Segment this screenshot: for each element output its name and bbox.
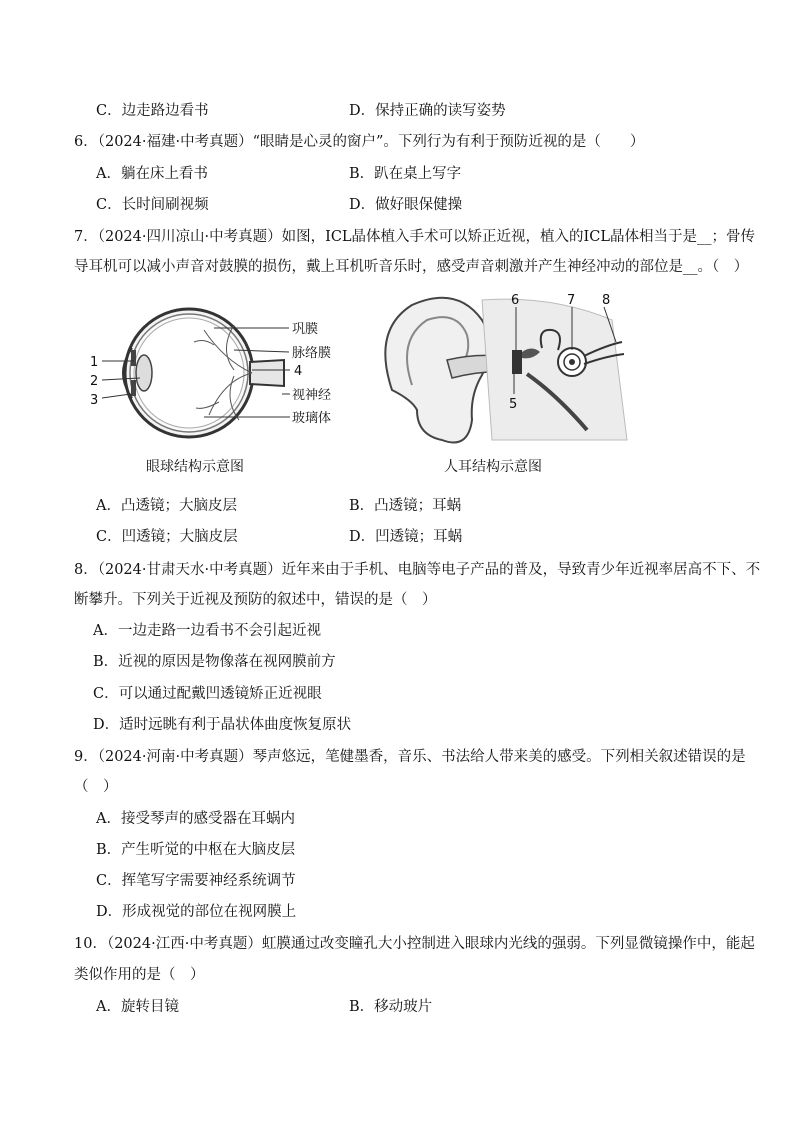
q7-figure — [84, 290, 644, 480]
q9-option-d[interactable]: D．形成视觉的部位在视网膜上 — [96, 904, 297, 920]
q7-stem-line2: 导耳机可以减小声音对鼓膜的损伤，戴上耳机听音乐时，感受声音刺激并产生神经冲动的部位是__。（ ） — [74, 259, 749, 275]
eye-label-choroid: 脉络膜 — [292, 346, 332, 361]
eyeball-diagram — [84, 290, 364, 460]
q8-stem-line2: 断攀升。下列关于近视及预防的叙述中，错误的是（ ） — [74, 592, 437, 608]
q9-option-a[interactable]: A．接受琴声的感受器在耳蜗内 — [96, 811, 295, 827]
q9-stem-line2: （ ） — [74, 779, 118, 795]
q10-option-b[interactable]: B．移动玻片 — [349, 999, 433, 1015]
q8-stem-line1: 8．（2024·甘肃天水·中考真题）近年来由于手机、电脑等电子产品的普及，导致青少年近视率居高不下、不 — [74, 562, 761, 578]
q8-option-d[interactable]: D．适时远眺有利于晶状体曲度恢复原状 — [93, 717, 352, 733]
ear-label-6: 6 — [511, 293, 520, 308]
q10-option-a[interactable]: A．旋转目镜 — [96, 999, 179, 1015]
q10-stem-line1: 10．（2024·江西·中考真题）虹膜通过改变瞳孔大小控制进入眼球内光线的强弱。下列显微镜操作中，能起 — [74, 936, 755, 952]
q7-option-c[interactable]: C．凹透镜；大脑皮层 — [96, 529, 238, 545]
q9-option-b[interactable]: B．产生听觉的中枢在大脑皮层 — [96, 842, 296, 858]
eye-label-3: 3 — [90, 393, 99, 408]
q9-stem-line1: 9．（2024·河南·中考真题）琴声悠远，笔健墨香，音乐、书法给人带来美的感受。下列相关叙述错误的是 — [74, 749, 746, 765]
eye-label-4: 4 — [294, 364, 303, 379]
q9-option-c[interactable]: C．挥笔写字需要神经系统调节 — [96, 873, 296, 889]
eye-label-1: 1 — [90, 355, 99, 370]
q6-option-c[interactable]: C．长时间刷视频 — [96, 197, 209, 213]
q5-option-c[interactable]: C．边走路边看书 — [96, 103, 209, 119]
q6-option-a[interactable]: A．躺在床上看书 — [96, 166, 208, 182]
q6-option-d[interactable]: D．做好眼保健操 — [349, 197, 463, 213]
ear-label-5: 5 — [509, 397, 518, 412]
ear-label-8: 8 — [602, 293, 611, 308]
q7-option-a[interactable]: A．凸透镜；大脑皮层 — [96, 498, 237, 514]
q8-option-b[interactable]: B．近视的原因是物像落在视网膜前方 — [93, 654, 336, 670]
ear-diagram — [372, 290, 642, 460]
ear-caption: 人耳结构示意图 — [444, 459, 542, 475]
q7-option-d[interactable]: D．凹透镜；耳蜗 — [349, 529, 463, 545]
q6-option-b[interactable]: B．趴在桌上写字 — [349, 166, 462, 182]
q10-stem-line2: 类似作用的是（ ） — [74, 967, 205, 983]
eye-caption: 眼球结构示意图 — [146, 459, 244, 475]
ear-label-7: 7 — [567, 293, 576, 308]
q8-option-a[interactable]: A．一边走路一边看书不会引起近视 — [93, 623, 321, 639]
eye-label-vitreous: 玻璃体 — [292, 411, 332, 426]
q5-option-d[interactable]: D．保持正确的读写姿势 — [349, 103, 506, 119]
q6-stem: 6．（2024·福建·中考真题）“眼睛是心灵的窗户”。下列行为有利于预防近视的是（ ） — [74, 134, 645, 150]
eye-label-2: 2 — [90, 374, 99, 389]
q7-option-b[interactable]: B．凸透镜；耳蜗 — [349, 498, 462, 514]
q7-stem-line1: 7．（2024·四川凉山·中考真题）如图，ICL晶体植入手术可以矫正近视，植入的ICL晶体相当于是__；骨传 — [74, 229, 755, 245]
q8-option-c[interactable]: C．可以通过配戴凹透镜矫正近视眼 — [93, 686, 322, 702]
eye-label-sclera: 巩膜 — [292, 322, 319, 337]
eye-label-optic-nerve: 视神经 — [292, 388, 332, 403]
